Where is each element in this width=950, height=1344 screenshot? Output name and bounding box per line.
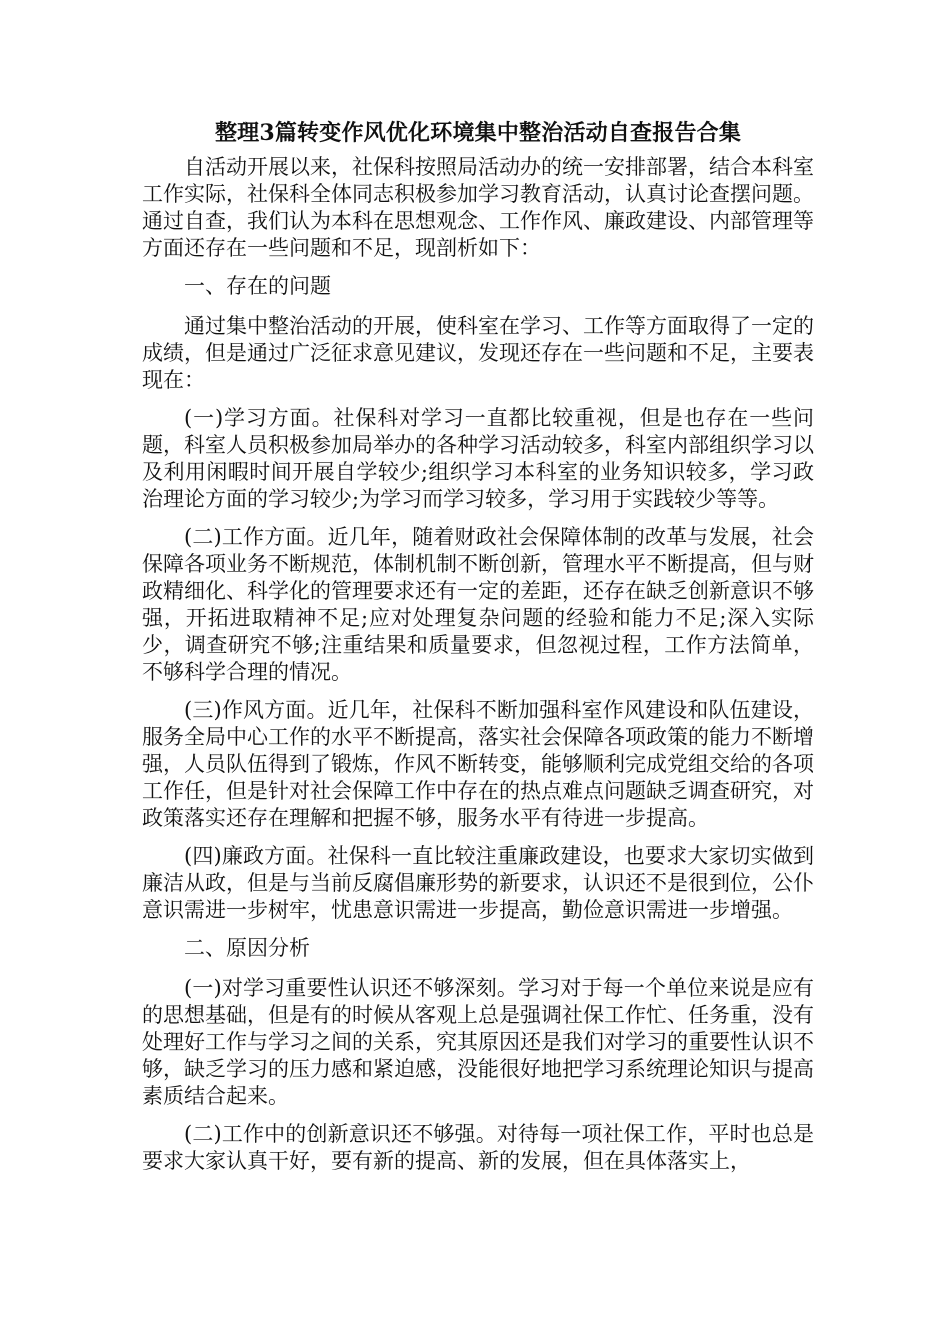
integrity-paragraph: (四)廉政方面。社保科一直比较注重廉政建设，也要求大家切实做到廉洁从政，但是与当前反腐倡廉形势的新要求，认识还不是很到位，公仆意识需进一步树牢，忧患意识需进一步提高，勤俭意识需进一步增强。 — [142, 844, 814, 922]
problems-intro-paragraph: 通过集中整治活动的开展，使科室在学习、工作等方面取得了一定的成绩，但是通过广泛征求意见建议，发现还存在一些问题和不足，主要表现在： — [142, 314, 814, 392]
style-paragraph: (三)作风方面。近几年，社保科不断加强科室作风建设和队伍建设，服务全局中心工作的水平不断提高，落实社会保障各项政策的能力不断增强，人员队伍得到了锻炼，作风不断转变，能够顺利完成党组交给的各项工作任，但是针对社会保障工作中存在的热点难点问题缺乏调查研究，对政策落实还存在理解和把握不够，服务水平有待进一步提高。 — [142, 698, 814, 830]
cause-innovation-paragraph: (二)工作中的创新意识还不够强。对待每一项社保工作，平时也总是要求大家认真干好，要有新的提高、新的发展，但在具体落实上， — [142, 1122, 814, 1173]
section-heading-problems: 一、存在的问题 — [184, 274, 331, 298]
section-heading-causes: 二、原因分析 — [184, 936, 310, 960]
document-page — [142, 118, 814, 1186]
intro-paragraph: 自活动开展以来，社保科按照局活动办的统一安排部署，结合本科室工作实际，社保科全体同志积极参加学习教育活动，认真讨论查摆问题。通过自查，我们认为本科在思想观念、工作作风、廉政建设、内部管理等方面还存在一些问题和不足，现剖析如下： — [142, 155, 814, 260]
document-title: 整理3篇转变作风优化环境集中整治活动自查报告合集 — [214, 120, 742, 146]
study-paragraph: (一)学习方面。社保科对学习一直都比较重视，但是也存在一些问题，科室人员积极参加局举办的各种学习活动较多，科室内部组织学习以及利用闲暇时间开展自学较少;组织学习本科室的业务知识较多，学习政治理论方面的学习较少;为学习而学习较多，学习用于实践较少等等。 — [142, 406, 814, 511]
cause-study-paragraph: (一)对学习重要性认识还不够深刻。学习对于每一个单位来说是应有的思想基础，但是有的时候从客观上总是强调社保工作忙、任务重，没有处理好工作与学习之间的关系，究其原因还是我们对学习的重要性认识不够，缺乏学习的压力感和紧迫感，没能很好地把学习系统理论知识与提高素质结合起来。 — [142, 976, 814, 1108]
work-paragraph: (二)工作方面。近几年，随着财政社会保障体制的改革与发展，社会保障各项业务不断规范，体制机制不断创新，管理水平不断提高，但与财政精细化、科学化的管理要求还有一定的差距，还存在缺乏创新意识不够强，开拓进取精神不足;应对处理复杂问题的经验和能力不足;深入实际少，调查研究不够;注重结果和质量要求，但忽视过程，工作方法简单，不够科学合理的情况。 — [142, 525, 814, 684]
